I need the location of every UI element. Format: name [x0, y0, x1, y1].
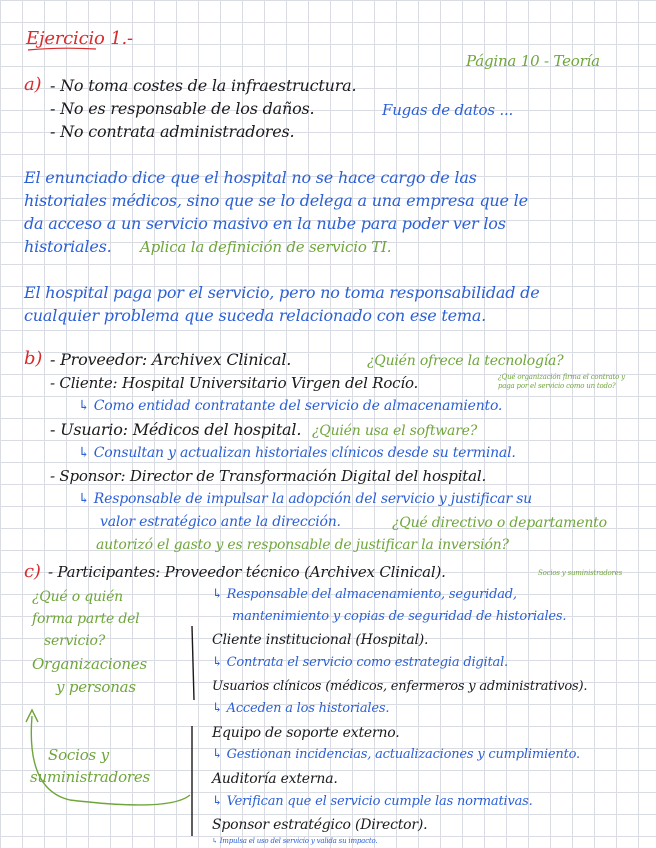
b-usuario-question: ¿Quién usa el software? [312, 423, 478, 439]
c-side-partners-2: suministradores [30, 768, 151, 786]
para1-note: Aplica la definición de servicio TI. [140, 238, 392, 256]
b-sponsor-detail-2: valor estratégico ante la dirección. [100, 514, 341, 530]
exercise-title: Ejercicio 1.- [26, 28, 133, 49]
para2-line1: El hospital paga por el servicio, pero no toma responsabilidad de [24, 283, 540, 302]
c-side-organizations-2: y personas [56, 678, 136, 696]
c-auditoria: Auditoría externa. [212, 771, 338, 787]
para1-line3: da acceso a un servicio masivo en la nube para poder ver los [24, 214, 506, 233]
b-usuario: - Usuario: Médicos del hospital. [50, 420, 302, 439]
c-side-question-2: forma parte del [32, 611, 140, 627]
b-cliente-question-1: ¿Qué organización firma el contrato y [498, 373, 625, 381]
c-sponsor-detail: ↳ Impulsa el uso del servicio y valida su impacto. [212, 837, 378, 845]
section-a-line1: - No toma costes de la infraestructura. [50, 76, 357, 95]
section-c-label: c) [24, 561, 41, 582]
b-usuario-detail: ↳ Consultan y actualizan historiales clínicos desde su terminal. [78, 445, 516, 461]
b-sponsor: - Sponsor: Director de Transformación Digital del hospital. [50, 467, 487, 485]
para2-line2: cualquier problema que suceda relacionado con ese tema. [24, 306, 487, 325]
c-cliente: Cliente institucional (Hospital). [212, 632, 429, 648]
section-a-line2-note: Fugas de datos ... [382, 101, 514, 119]
c-participantes-note: Socios y suministradores [538, 569, 623, 577]
para1-line4: historiales. [24, 237, 112, 256]
bracket-organizations [192, 626, 194, 700]
c-side-question-1: ¿Qué o quién [32, 589, 123, 605]
section-a-line3: - No contrata administradores. [50, 122, 295, 141]
section-a-label: a) [24, 74, 42, 95]
c-cliente-detail: ↳ Contrata el servicio como estrategia digital. [212, 655, 508, 670]
b-proveedor: - Proveedor: Archivex Clinical. [50, 350, 292, 369]
b-cliente: - Cliente: Hospital Universitario Virgen del Rocío. [50, 374, 419, 392]
b-sponsor-detail-1: ↳ Responsable de impulsar la adopción del servicio y justificar su [78, 491, 532, 507]
c-soporte-detail: ↳ Gestionan incidencias, actualizaciones y cumplimiento. [212, 747, 580, 762]
page-reference: Página 10 - Teoría [466, 52, 600, 70]
c-sponsor: Sponsor estratégico (Director). [212, 817, 428, 833]
c-side-partners-1: Socios y [48, 746, 109, 764]
b-proveedor-question: ¿Quién ofrece la tecnología? [367, 353, 564, 369]
section-b-label: b) [24, 348, 43, 369]
para1-line2: historiales médicos, sino que se lo delega a una empresa que le [24, 191, 528, 210]
para1-line1: El enunciado dice que el hospital no se hace cargo de las [24, 168, 477, 187]
b-cliente-question-2: paga por el servicio como un todo? [498, 382, 616, 390]
b-cliente-detail: ↳ Como entidad contratante del servicio de almacenamiento. [78, 398, 503, 414]
c-side-question-3: servicio? [44, 633, 106, 649]
c-participantes: - Participantes: Proveedor técnico (Archivex Clinical). [48, 563, 446, 581]
c-auditoria-detail: ↳ Verifican que el servicio cumple las normativas. [212, 794, 533, 809]
section-a-line2: - No es responsable de los daños. [50, 99, 315, 118]
green-arrow-head [26, 710, 38, 722]
c-usuarios: Usuarios clínicos (médicos, enfermeros y administrativos). [212, 679, 588, 694]
c-proveedor-detail-2: mantenimiento y copias de seguridad de historiales. [232, 609, 567, 624]
b-sponsor-question-2: autorizó el gasto y es responsable de justificar la inversión? [96, 537, 509, 553]
c-side-organizations-1: Organizaciones [32, 655, 147, 673]
c-proveedor-detail-1: ↳ Responsable del almacenamiento, seguridad, [212, 587, 517, 602]
c-soporte: Equipo de soporte externo. [212, 725, 400, 741]
c-usuarios-detail: ↳ Acceden a los historiales. [212, 701, 390, 716]
b-sponsor-question-1: ¿Qué directivo o departamento [392, 515, 607, 531]
